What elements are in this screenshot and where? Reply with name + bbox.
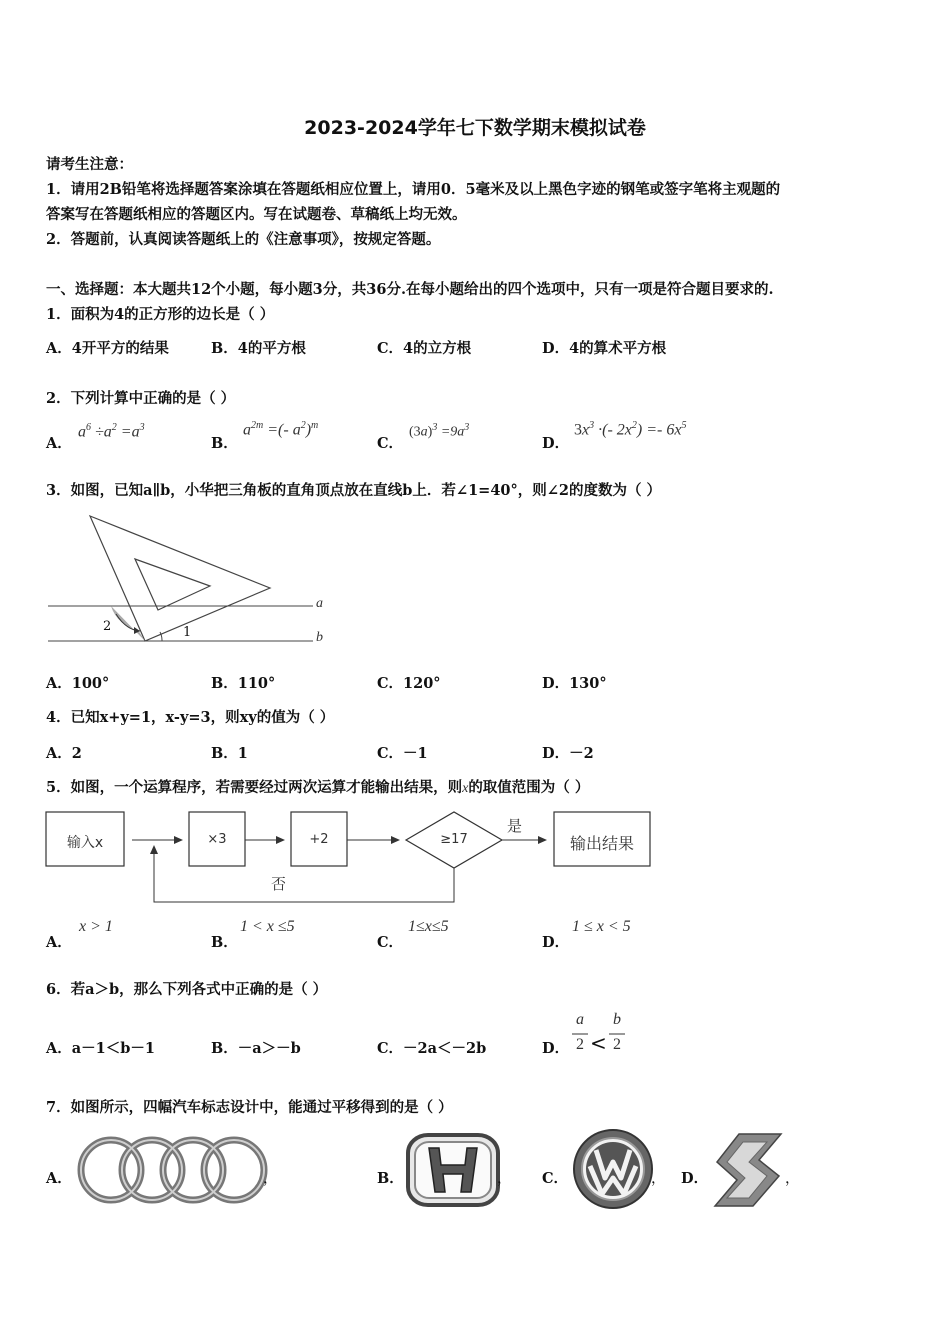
loop-back-line [154,846,454,902]
page-title: 2023-2024学年七下数学期末模拟试卷 [304,117,646,139]
q5-option-c-label: C． [377,934,404,951]
q7-option-d-label: D． [681,1170,709,1187]
q6-option-a: A．a－1＜b－1 [46,1040,155,1057]
q5-option-d-label: D． [542,934,570,951]
q2-option-b-formula: $a^{2m}$ =(- $a^2)^m$ [243,420,319,439]
q5-option-a-formula: x > 1 [79,918,113,935]
q6-frac-a-den: 2 [576,1036,584,1053]
q5-option-c-formula: 1≤x≤5 [408,918,449,935]
q5-option-a-label: A． [46,934,72,951]
q2-option-c-label: C． [377,435,404,452]
q2-option-d-label: D． [542,435,570,452]
q3-label-1: 1 [183,625,192,640]
q3-option-a: A．100° [46,675,110,692]
q5-flowchart [44,806,664,906]
triangle-outer [90,516,270,641]
q1-option-c: C．4的立方根 [377,340,472,357]
q2-stem: 2．下列计算中正确的是（ ） [46,390,236,407]
honda-logo-image [405,1132,501,1208]
q6-stem: 6．若a＞b，那么下列各式中正确的是（ ） [46,981,328,998]
q2-option-b-label: B． [211,435,238,452]
q4-option-b: B．1 [211,745,248,762]
q3-option-c: C．120° [377,675,441,692]
q6-less-than: < [590,1031,607,1055]
angle-2-shade [111,606,145,641]
q3-label-2: 2 [103,619,112,634]
q6-frac-b-num: b [613,1011,621,1028]
q1-option-b: B．4的平方根 [211,340,306,357]
q7-comma-d: ， [785,1171,800,1187]
q7-option-a-label: A． [46,1170,72,1187]
q5-stem: 5．如图，一个运算程序，若需要经过两次运算才能输出结果，则x的取值范围为（ ） [46,779,590,796]
section-heading: 一、选择题：本大题共12个小题，每小题3分，共36分.在每小题给出的四个选项中，只有一项是符合题目要求的. [46,281,774,298]
label-no: 否 [271,875,287,893]
q6-option-d-label: D． [542,1040,570,1057]
notice-line-2: 2．答题前，认真阅读答题纸上的《注意事项》，按规定答题。 [46,231,441,248]
label-yes: 是 [507,817,523,835]
q2-option-a-label: A． [46,435,72,452]
q7-comma-a: ， [263,1171,278,1187]
box-plus-text: +2 [309,832,329,847]
q6-option-b: B．－a＞－b [211,1040,301,1057]
q6-frac-b-den: 2 [613,1036,621,1053]
q3-option-b: B．110° [211,675,276,692]
audi-logo-image [75,1135,265,1205]
q1-option-a: A．4开平方的结果 [46,340,169,357]
q7-comma-b: ， [497,1171,512,1187]
q3-option-d: D．130° [542,675,607,692]
q6-frac-a-bar [572,1033,588,1035]
box-condition-text: ≥17 [440,832,468,847]
q4-stem: 4．已知x+y=1，x-y=3，则xy的值为（ ） [46,709,335,726]
triangle-inner [135,559,210,610]
notice-line-1b: 答案写在答题纸相应的答题区内。写在试题卷、草稿纸上均无效。 [46,206,467,223]
q5-option-b-label: B． [211,934,238,951]
volkswagen-logo-image [572,1128,654,1210]
q5-option-b-formula: 1 < x ≤5 [240,918,295,935]
box-input-text: 输入x [66,835,104,851]
suzuki-logo-image [709,1132,787,1208]
q1-stem: 1．面积为4的正方形的边长是（ ） [46,306,275,323]
q3-figure [48,510,348,650]
q3-label-a: a [316,596,323,611]
q7-stem: 7．如图所示，四幅汽车标志设计中，能通过平移得到的是（ ） [46,1099,453,1116]
q7-option-c-label: C． [542,1170,569,1187]
q7-option-b-label: B． [377,1170,404,1187]
q2-option-a-formula: $a^6 \div a^2 =a^3$ [78,422,145,441]
q6-option-c: C．－2a＜－2b [377,1040,487,1057]
q3-stem: 3．如图，已知a∥b，小华把三角板的直角顶点放在直线b上．若∠1=40°，则∠2的度数为（ ） [46,482,662,499]
box-times-text: ×3 [207,832,227,847]
q1-option-d: D．4的算术平方根 [542,340,667,357]
box-output-text: 输出结果 [569,834,634,853]
q6-frac-a-num: a [576,1011,584,1028]
q3-label-b: b [316,630,323,645]
q5-option-d-formula: 1 ≤ x < 5 [572,918,631,935]
q2-option-d-formula: $3x^3$ ·(- $2x^2) =- 6x^5$ [574,420,687,439]
notice-line-1: 1．请用2B铅笔将选择题答案涂填在答题纸相应位置上，请用0．5毫米及以上黑色字迹的钢笔或签字笔将主观题的 [46,181,781,198]
q7-comma-c: ， [651,1171,666,1187]
q4-option-a: A．2 [46,745,82,762]
q2-option-c-formula: $(3a)^3 =9a^3$ [409,422,470,440]
q4-option-d: D．－2 [542,745,594,762]
notice-heading: 请考生注意： [46,156,133,173]
q4-option-c: C．－1 [377,745,428,762]
q6-frac-b-bar [609,1033,625,1035]
